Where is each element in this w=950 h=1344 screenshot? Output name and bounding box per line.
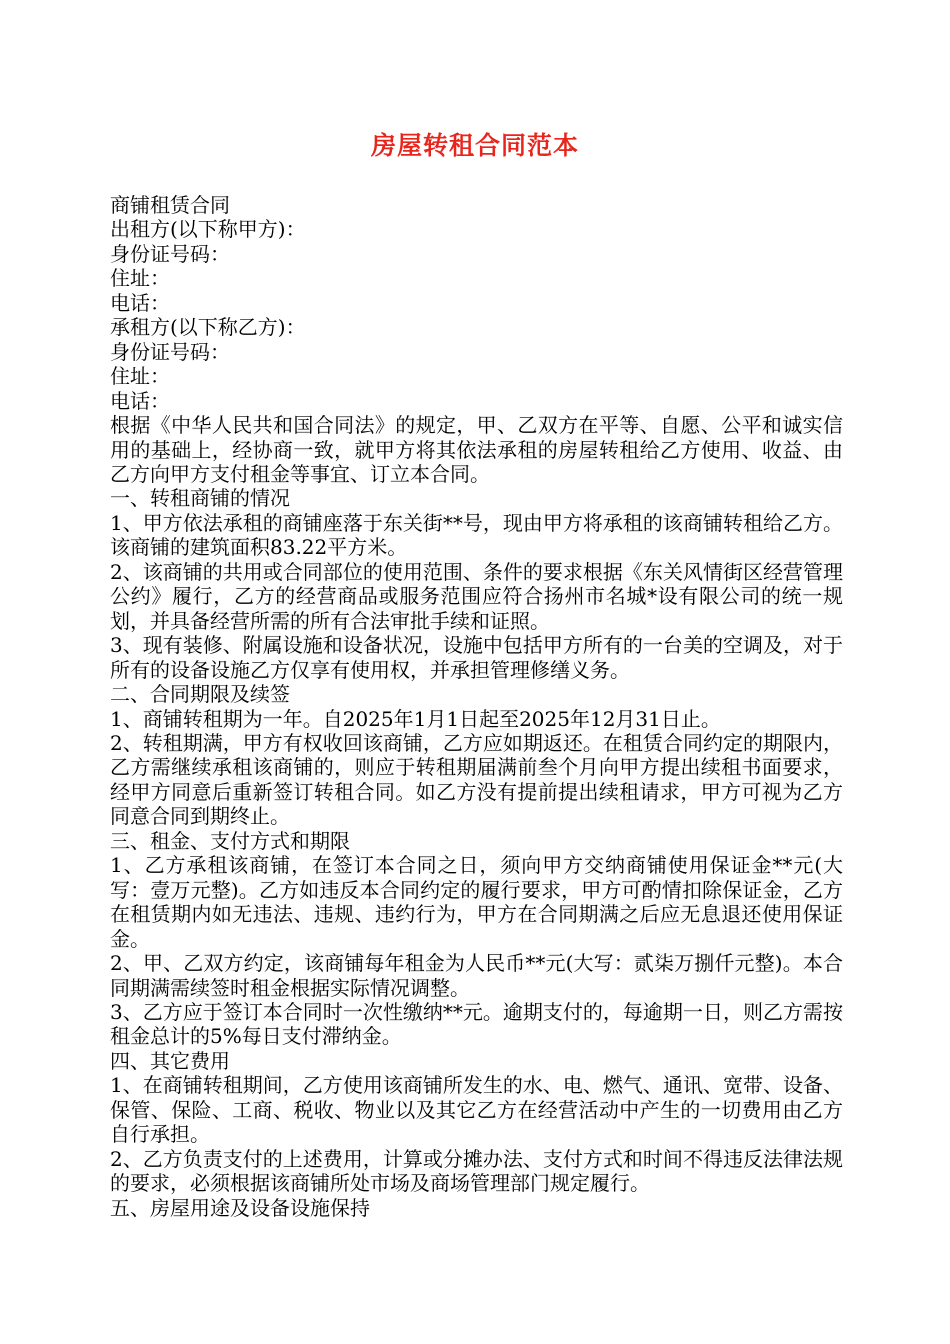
doc-paragraph: 3、现有装修、附属设施和设备状况，设施中包括甲方所有的一台美的空调及，对于所有的设备设施乙方仅享有使用权，并承担管理修缮义务。 xyxy=(110,633,843,682)
doc-paragraph: 根据《中华人民共和国合同法》的规定，甲、乙双方在平等、自愿、公平和诚实信用的基础上，经协商一致，就甲方将其依法承租的房屋转租给乙方使用、收益、由乙方向甲方支付租金等事宜、订立本合同。 xyxy=(110,413,843,486)
doc-paragraph: 住址： xyxy=(110,266,170,291)
doc-paragraph: 2、转租期满，甲方有权收回该商铺，乙方应如期返还。在租赁合同约定的期限内，乙方需继续承租该商铺的，则应于转租期届满前叁个月向甲方提出续租书面要求，经甲方同意后重新签订转租合同。如乙方没有提前提出续租请求，甲方可视为乙方同意合同到期终止。 xyxy=(110,730,843,829)
doc-paragraph: 住址： xyxy=(110,364,170,389)
doc-paragraph: 出租方(以下称甲方)： xyxy=(110,217,306,242)
section-heading: 五、房屋用途及设备设施保持 xyxy=(110,1195,370,1220)
section-heading: 二、合同期限及续签 xyxy=(110,682,290,707)
section-heading: 四、其它费用 xyxy=(110,1048,230,1073)
doc-paragraph: 2、乙方负责支付的上述费用，计算或分摊办法、支付方式和时间不得违反法律法规的要求，必须根据该商铺所处市场及商场管理部门规定履行。 xyxy=(110,1146,843,1196)
doc-paragraph: 承租方(以下称乙方)： xyxy=(110,315,306,340)
doc-paragraph: 2、甲、乙双方约定，该商铺每年租金为人民币**元(大写：贰柒万捌仟元整)。本合同期满需续签时租金根据实际情况调整。 xyxy=(110,951,843,1000)
document-body xyxy=(110,193,843,1220)
doc-paragraph: 身份证号码： xyxy=(110,339,230,364)
section-heading: 一、转租商铺的情况 xyxy=(110,486,290,511)
doc-paragraph: 身份证号码： xyxy=(110,241,230,266)
doc-paragraph: 商铺租赁合同 xyxy=(110,193,230,217)
doc-paragraph: 1、在商铺转租期间，乙方使用该商铺所发生的水、电、燃气、通讯、宽带、设备、保管、保险、工商、税收、物业以及其它乙方在经营活动中产生的一切费用由乙方自行承担。 xyxy=(110,1073,843,1147)
document-title: 房屋转租合同范本 xyxy=(370,131,579,160)
section-heading: 三、租金、支付方式和期限 xyxy=(110,828,350,853)
doc-paragraph: 1、甲方依法承租的商铺座落于东关街**号，现由甲方将承租的该商铺转租给乙方。该商铺的建筑面积83.22平方米。 xyxy=(110,510,843,560)
doc-paragraph: 电话： xyxy=(110,290,170,315)
doc-paragraph: 2、该商铺的共用或合同部位的使用范围、条件的要求根据《东关风情街区经营管理公约》履行，乙方的经营商品或服务范围应符合扬州市名城*设有限公司的统一规划，并具备经营所需的所有合法审批手续和证照。 xyxy=(110,559,843,633)
doc-paragraph: 1、乙方承租该商铺，在签订本合同之日，须向甲方交纳商铺使用保证金**元(大写：壹万元整)。乙方如违反本合同约定的履行要求，甲方可酌情扣除保证金，乙方在租赁期内如无违法、违规、违约行为，甲方在合同期满之后应无息退还使用保证金。 xyxy=(110,853,843,951)
doc-paragraph: 3、乙方应于签订本合同时一次性缴纳**元。逾期支付的，每逾期一日，则乙方需按租金总计的5%每日支付滞纳金。 xyxy=(110,999,843,1049)
doc-paragraph: 1、商铺转租期为一年。自2025年1月1日起至2025年12月31日止。 xyxy=(110,706,721,731)
doc-paragraph: 电话： xyxy=(110,388,170,413)
